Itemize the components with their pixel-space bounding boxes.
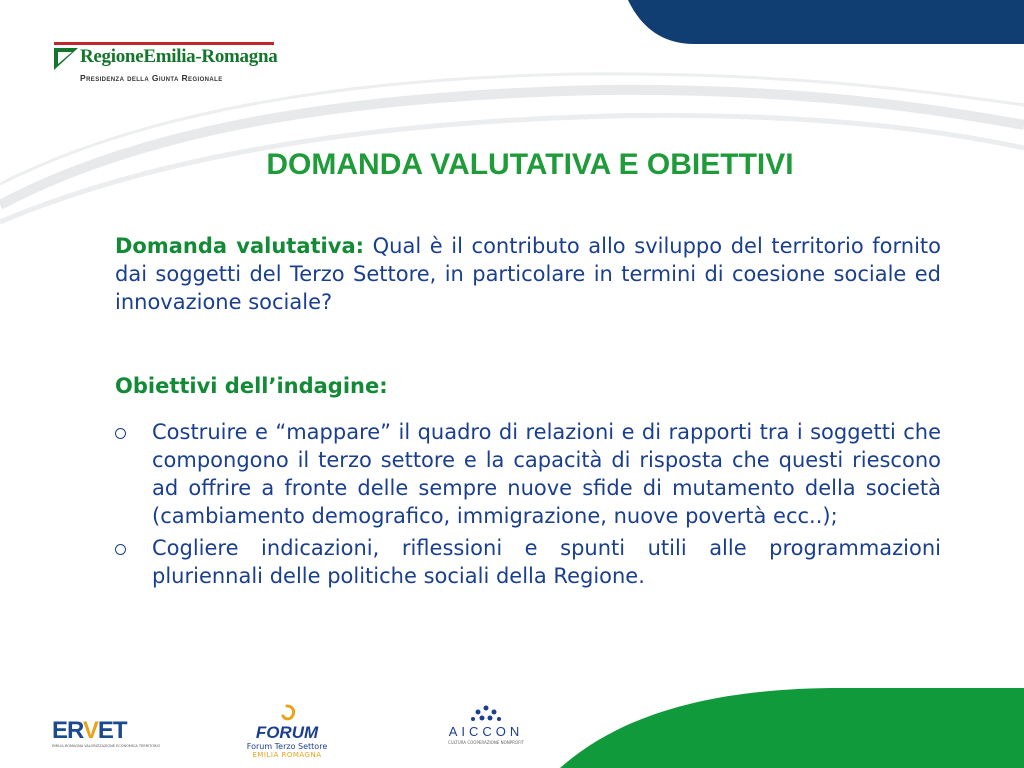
forum-logo xyxy=(244,704,330,764)
circle-bullet-icon xyxy=(115,428,126,439)
aiccon-logo-text: AICCON xyxy=(448,724,524,739)
aiccon-logo xyxy=(440,704,532,754)
objective-text: Cogliere indicazioni, riflessioni e spunti utili alle programmazioni pluriennali delle politiche sociali della Regione. xyxy=(152,536,941,588)
region-logo xyxy=(54,40,284,90)
top-right-navy-shape xyxy=(628,0,1024,44)
objectives-list xyxy=(115,418,941,590)
ervet-logo-subtitle: EMILIA-ROMAGNA VALORIZZAZIONE ECONOMICA TERRITORIO xyxy=(52,744,161,748)
aiccon-logo-subtitle: CULTURA COOPERAZIONE NONPROFIT xyxy=(447,740,525,745)
objective-text: Costruire e “mappare” il quadro di relazioni e di rapporti tra i soggetti che compongono il terzo settore e la capacità di risposta che questi riescono ad offrire a fronte delle sempre nuove sfide di mutamento della società (cambiamento demografico, immigrazione, nuove povertà ecc..); xyxy=(152,420,941,528)
objective-item xyxy=(115,534,941,590)
region-subtitle: Presidenza della Giunta Regionale xyxy=(80,73,223,83)
question-text: Qual è il contributo allo sviluppo del territorio fornito dai soggetti del Terzo Settore, in particolare in termini di coesione sociale ed innovazione sociale? xyxy=(115,234,941,314)
forum-logo-subtitle: Forum Terzo Settore xyxy=(246,742,328,751)
objectives-heading: Obiettivi dell’indagine: xyxy=(115,374,388,398)
question-label: Domanda valutativa: xyxy=(115,234,365,258)
aiccon-dots-icon xyxy=(469,704,503,724)
forum-logo-text: FORUM xyxy=(255,723,319,742)
forum-logo-region: EMILIA ROMAGNA xyxy=(252,751,322,759)
forum-swirl-icon xyxy=(277,704,297,724)
region-name: RegioneEmilia-Romagna xyxy=(80,46,278,67)
ervet-logo-text: ERVET xyxy=(52,717,127,744)
ervet-logo xyxy=(52,717,161,760)
region-logo-bar xyxy=(54,42,274,45)
region-flag-icon xyxy=(54,44,80,70)
objective-item xyxy=(115,418,941,530)
evaluation-question xyxy=(115,232,941,316)
circle-bullet-icon xyxy=(115,544,126,555)
bottom-right-green-shape xyxy=(560,688,1024,768)
slide-content xyxy=(115,232,941,594)
page-title: DOMANDA VALUTATIVA E OBIETTIVI xyxy=(266,148,794,181)
